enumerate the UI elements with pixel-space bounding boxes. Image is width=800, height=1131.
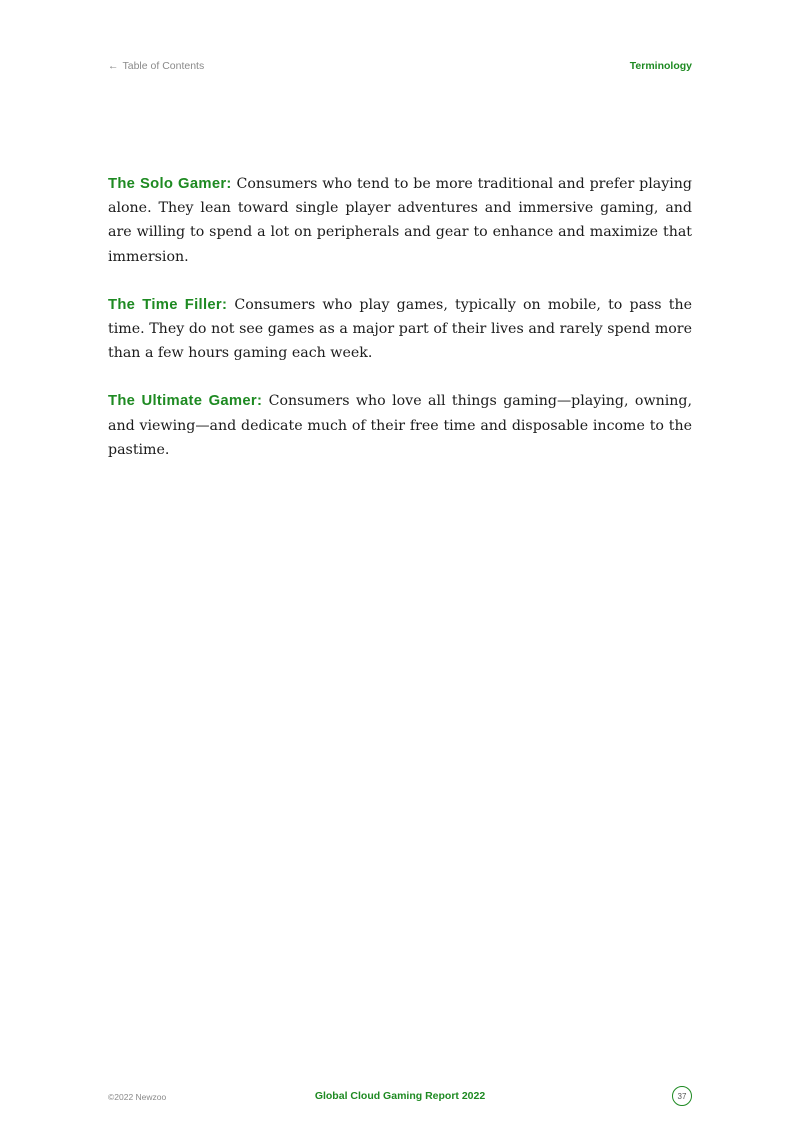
table-of-contents-label: Table of Contents xyxy=(122,60,205,72)
copyright-notice: ©2022 Newzoo xyxy=(108,1092,167,1102)
definition-text: Consumers who play games, typically on mobile, to pass the time. They do not see games as a major part of their lives and rarely spend more than a few hours gaming each week. xyxy=(108,296,692,362)
section-title-link[interactable]: Terminology xyxy=(629,60,692,72)
definition-text: Consumers who love all things gaming—playing, owning, and viewing—and dedicate much of their free time and disposable income to the pastime. xyxy=(108,393,692,458)
definition-ultimate-gamer xyxy=(108,389,692,462)
report-title: Global Cloud Gaming Report 2022 xyxy=(314,1090,486,1102)
definitions-list xyxy=(108,172,692,486)
definition-time-filler xyxy=(108,293,692,366)
back-arrow-icon: ← xyxy=(108,60,119,72)
table-of-contents-link[interactable] xyxy=(108,60,204,72)
definition-solo-gamer xyxy=(108,172,692,269)
page-header xyxy=(108,58,692,74)
definition-text: Consumers who tend to be more traditional and prefer playing alone. They lean toward single player adventures and immersive gaming, and are willing to spend a lot on peripherals and gear to enhance and maximize that immersion. xyxy=(108,176,693,265)
page-number-badge: 37 xyxy=(672,1086,692,1106)
term-label: The Ultimate Gamer: xyxy=(108,393,263,410)
term-label: The Solo Gamer: xyxy=(108,176,232,192)
page-footer xyxy=(108,1086,692,1110)
term-label: The Time Filler: xyxy=(108,296,228,313)
